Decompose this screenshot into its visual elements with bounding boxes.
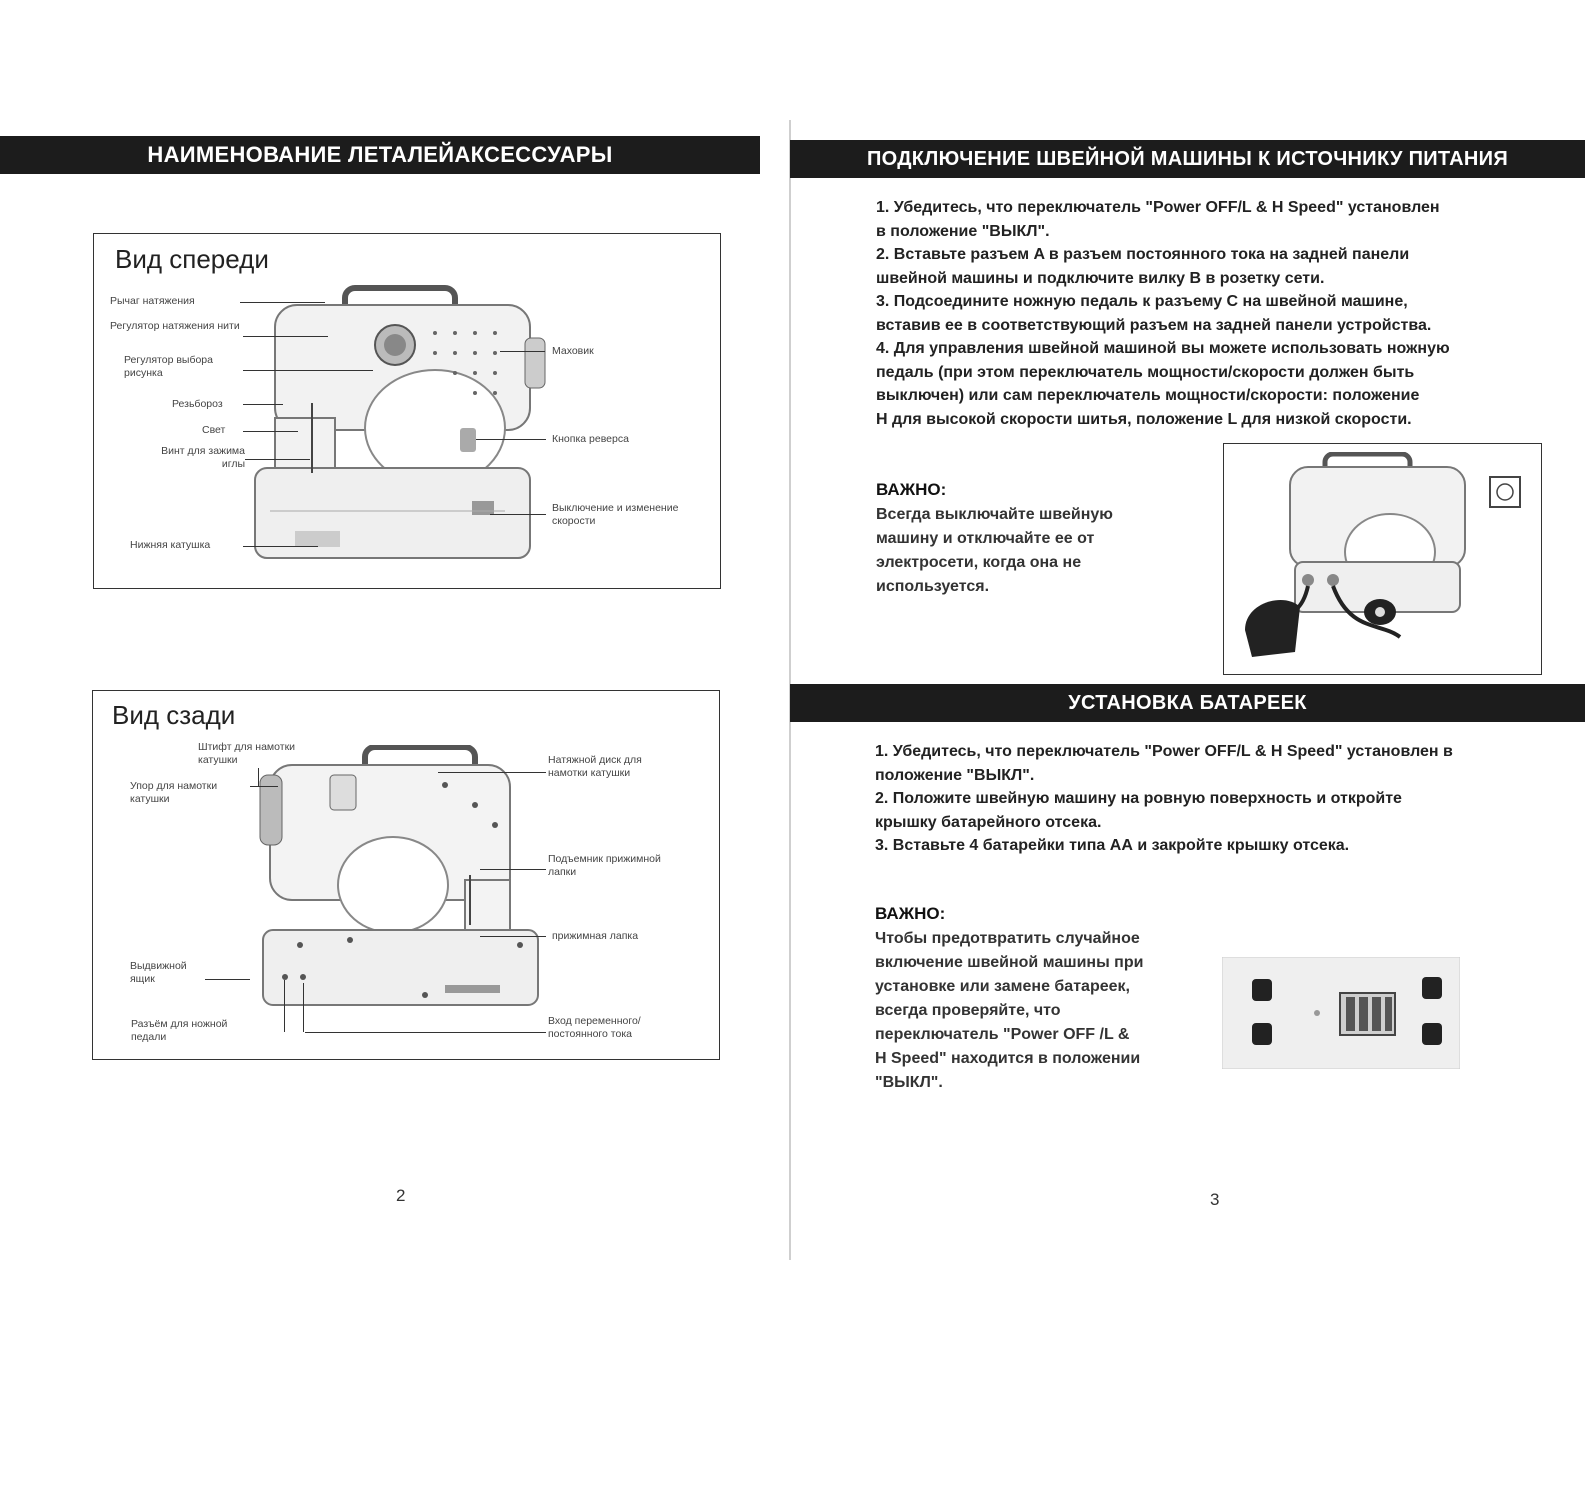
instruction-line: 4. Для управления швейной машиной вы можете использовать ножную xyxy=(876,340,1450,357)
label-thread-tension: Регулятор натяжения нити xyxy=(110,320,240,332)
label-bobbin: Нижняя катушка xyxy=(130,539,211,551)
battery-header: УСТАНОВКА БАТАРЕЕК xyxy=(790,684,1585,722)
important-line: H Speed" находится в положении xyxy=(875,1050,1141,1067)
label-pedal-jack: Разъём для ножной педали xyxy=(131,1018,228,1043)
instruction-line: 1. Убедитесь, что переключатель "Power OFF/L & H Speed" установлен в xyxy=(875,743,1453,760)
leader-line xyxy=(500,351,545,352)
label-pattern-selector: Регулятор выбора рисунка xyxy=(124,354,213,379)
label-bobbin-stop: Упор для намотки катушки xyxy=(130,780,218,805)
leader-line xyxy=(243,546,318,547)
label-power-input: Вход переменного/ постоянного тока xyxy=(548,1015,641,1040)
leader-line xyxy=(476,439,546,440)
label-tension-disc: Натяжной диск для намотки катушки xyxy=(548,754,642,779)
battery-instructions xyxy=(875,740,1565,858)
leader-line xyxy=(243,336,328,337)
important-line: электросети, когда она не xyxy=(876,554,1082,571)
rear-view-title: Вид сзади xyxy=(112,700,236,730)
instruction-line: положение "ВЫКЛ". xyxy=(875,766,1035,784)
important-line: переключатель "Power OFF /L & xyxy=(875,1026,1130,1043)
important-heading: ВАЖНО: xyxy=(875,904,946,923)
important-heading: ВАЖНО: xyxy=(876,480,947,499)
battery-compartment-illustration xyxy=(1222,957,1460,1069)
machine-with-pedal-illustration xyxy=(1240,452,1530,662)
label-tension-lever: Рычаг натяжения xyxy=(110,295,195,307)
instruction-line: в положение "ВЫКЛ". xyxy=(876,222,1050,240)
instruction-line: педаль (при этом переключатель мощности/скорости должен быть xyxy=(876,363,1415,381)
leader-line xyxy=(240,302,325,303)
instruction-line: H для высокой скорости шитья, положение L для низкой скорости. xyxy=(876,410,1412,428)
leader-line xyxy=(245,459,310,460)
leader-line xyxy=(243,431,298,432)
label-drawer: Выдвижной ящик xyxy=(130,960,187,985)
leader-line xyxy=(205,979,250,980)
leader-line xyxy=(480,869,546,870)
important-line: Всегда выключайте швейную xyxy=(876,506,1113,523)
important-text xyxy=(875,927,1195,1095)
important-line: машину и отключайте ее от xyxy=(876,530,1095,547)
important-line: всегда проверяйте, что xyxy=(875,1002,1061,1019)
instruction-line: 3. Вставьте 4 батарейки типа АА и закройте крышку отсека. xyxy=(875,837,1350,854)
front-sewing-machine-illustration xyxy=(250,283,560,573)
rear-sewing-machine-illustration xyxy=(255,745,555,1020)
leader-line xyxy=(258,768,259,786)
important-line: "ВЫКЛ". xyxy=(875,1074,943,1091)
label-needle-screw: Винт для зажима иглы xyxy=(161,445,245,470)
label-presser-lifter: Подъемник прижимной лапки xyxy=(548,853,661,878)
label-presser-foot: прижимная лапка xyxy=(552,930,639,942)
important-text xyxy=(876,503,1186,599)
important-line: установке или замене батареек, xyxy=(875,978,1130,995)
parts-header: НАИМЕНОВАНИЕ ЛЕТАЛЕЙАКСЕССУАРЫ xyxy=(0,136,760,174)
instruction-line: крышку батарейного отсека. xyxy=(875,813,1102,831)
power-instructions xyxy=(876,196,1556,431)
label-light: Свет xyxy=(202,424,226,436)
label-thread-cutter: Резьбороз xyxy=(172,398,223,410)
label-spool-pin: Штифт для намотки катушки xyxy=(198,741,296,766)
leader-line xyxy=(250,786,278,787)
leader-line xyxy=(490,514,546,515)
instruction-line: вставив ее в соответствующий разъем на задней панели устройства. xyxy=(876,316,1432,334)
important-line: используется. xyxy=(876,578,990,595)
important-line: включение швейной машины при xyxy=(875,954,1144,971)
leader-line xyxy=(480,936,546,937)
front-view-title: Вид спереди xyxy=(115,244,269,274)
page-number-left: 2 xyxy=(396,1186,406,1205)
instruction-line: 2. Вставьте разъем A в разъем постоянного тока на задней панели xyxy=(876,246,1410,263)
leader-line xyxy=(438,772,546,773)
instruction-line: 1. Убедитесь, что переключатель "Power OFF/L & H Speed" установлен xyxy=(876,199,1440,216)
instruction-line: швейной машины и подключите вилку B в розетку сети. xyxy=(876,269,1325,287)
label-reverse-button: Кнопка реверса xyxy=(552,433,629,445)
label-handwheel: Маховик xyxy=(552,345,594,357)
instruction-line: выключен) или сам переключатель мощности/скорости: положение xyxy=(876,387,1420,404)
important-line: Чтобы предотвратить случайное xyxy=(875,930,1140,947)
leader-line xyxy=(243,370,373,371)
leader-line xyxy=(243,404,283,405)
leader-line xyxy=(305,1032,546,1033)
label-power-speed: Выключение и изменение скорости xyxy=(552,502,679,527)
page-number-right: 3 xyxy=(1210,1190,1220,1209)
leader-line xyxy=(284,980,285,1032)
leader-line xyxy=(303,983,304,1032)
instruction-line: 3. Подсоедините ножную педаль к разъему C на швейной машине, xyxy=(876,293,1408,310)
instruction-line: 2. Положите швейную машину на ровную поверхность и откройте xyxy=(875,790,1402,807)
power-header: ПОДКЛЮЧЕНИЕ ШВЕЙНОЙ МАШИНЫ К ИСТОЧНИКУ ПИТАНИЯ xyxy=(790,140,1585,178)
